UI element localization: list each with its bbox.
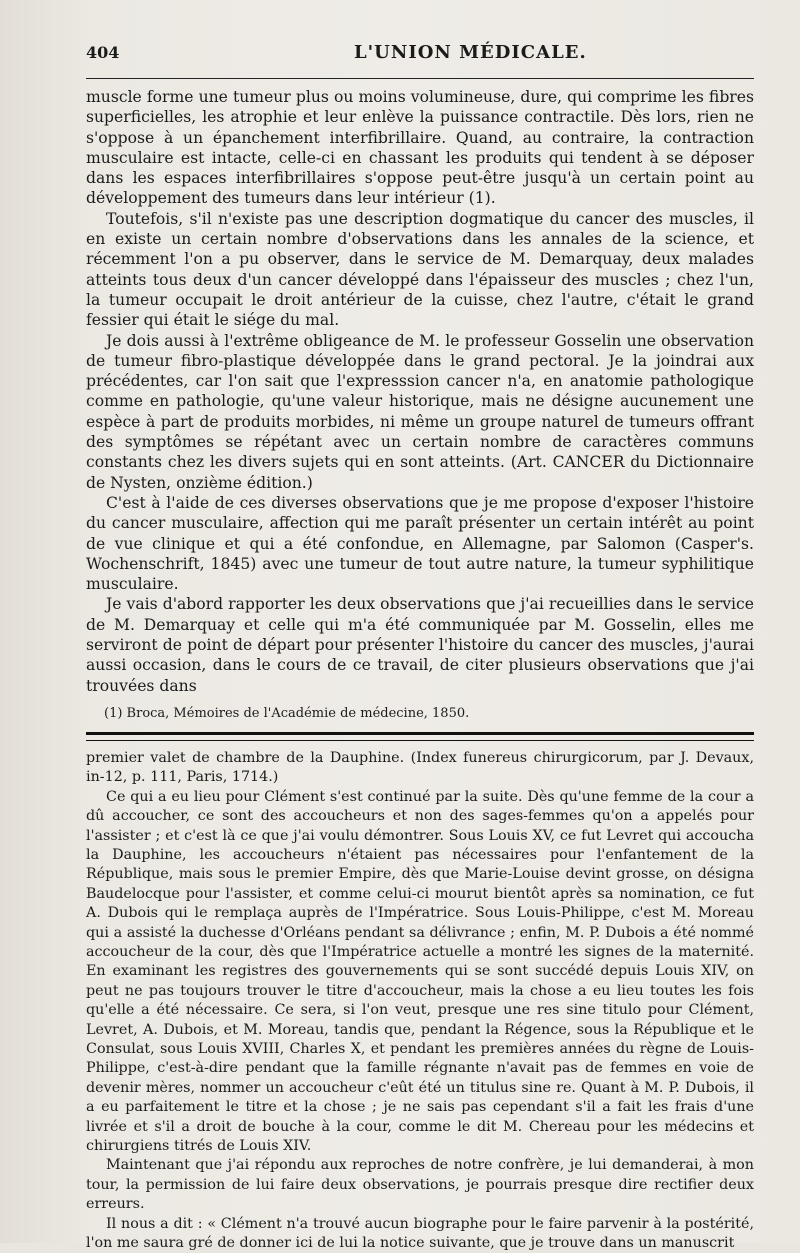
feuilleton-paragraph: premier valet de chambre de la Dauphine. (Index funereus chirurgicorum, par J. Devaux, in-12, p. 111, Paris, 1714.) [86,749,754,786]
feuilleton-paragraph: Ce qui a eu lieu pour Clément s'est continué par la suite. Dès qu'une femme de la cour a dû accoucher, ce sont des accoucheurs et non des sages-femmes qu'on a appelés pour l'assister ; et c'est là ce que j'ai voulu démontrer. Sous Louis XV, ce fut Levret qui accoucha la Dauphine, les accoucheurs n'étaient pas nécessaires pour l'enfantement de la République, mais sous le premier Empire, dès que Marie-Louise devint grosse, on désigna Baudelocque pour l'assister, et comme celui-ci mourut bientôt après sa nomination, ce fut A. Dubois qui le remplaça auprès de l'Impératrice. Sous Louis-Philippe, c'est M. Moreau qui a assisté la duchesse d'Orléans pendant sa délivrance ; enfin, M. P. Dubois a été nommé accoucheur de la cour, dès que l'Impératrice actuelle a montré les signes de la maternité. En examinant les registres des gouvernements qui se sont succédé depuis Louis XIV, on peut ne pas toujours trouver le titre d'accoucheur, mais la chose a eu lieu toutes les fois qu'elle a été nécessaire. Ce sera, si l'on veut, presque une res sine titulo pour Clément, Levret, A. Dubois, et M. Moreau, tandis que, pendant la Régence, sous la République et le Consulat, sous Louis XVIII, Charles X, et pendant les premières années du règne de Louis-Philippe, c'est-à-dire pendant que la famille régnante n'avait pas de femmes en voie de devenir mères, nommer un accoucheur c'eût été un titulus sine re. Quant à M. P. Dubois, il a eu parfaitement le titre et la chose ; je ne sais pas cependant s'il a fait les frais d'une livrée et s'il a droit de bouche à la cour, comme le dit M. Chereau pour les médecins et chirurgiens titrés de Louis XIV. [86,788,754,1155]
main-article [86,87,754,696]
article-paragraph: C'est à l'aide de ces diverses observations que je me propose d'exposer l'histoire du cancer musculaire, affection qui me paraît présenter un certain intérêt au point de vue clinique et qui a été confondue, en Allemagne, par Salomon (Casper's. Wochenschrift, 1845) avec une tumeur de tout autre nature, la tumeur syphilitique musculaire. [86,493,754,594]
feuilleton-text [86,749,754,1253]
page-header [86,42,754,72]
page-number: 404 [86,43,120,62]
header-rule [86,78,754,79]
article-paragraph: Toutefois, s'il n'existe pas une description dogmatique du cancer des muscles, il en existe un certain nombre d'observations dans les annales de la science, et récemment l'on a pu observer, dans le service de M. Demarquay, deux malades atteints tous deux d'un cancer développé dans l'épaisseur des muscles ; chez l'un, la tumeur occupait le droit antérieur de la cuisse, chez l'autre, c'était le grand fessier qui était le siége du mal. [86,209,754,330]
feuilleton-paragraph: Maintenant que j'ai répondu aux reproches de notre confrère, je lui demanderai, à mon tour, la permission de lui faire deux observations, je pourrais presque dire rectifier deux erreurs. [86,1157,754,1213]
running-title: L'UNION MÉDICALE. [354,42,587,63]
section-divider [86,732,754,741]
article-paragraph: Je dois aussi à l'extrême obligeance de M. le professeur Gosselin une observation de tumeur fibro-plastique développée dans le grand pectoral. Je la joindrai aux précédentes, car l'on sait que l'expresssion cancer n'a, en anatomie pathologique comme en pathologie, qu'une valeur historique, mais ne désigne aucunement une espèce à part de produits morbides, ni même un groupe naturel de tumeurs offrant des symptômes se répétant avec un certain nombre de caractères communs constants chez les divers sujets qui en sont atteints. (Art. CANCER du Dictionnaire de Nysten, onzième édition.) [86,331,754,492]
article-paragraph: muscle forme une tumeur plus ou moins volumineuse, dure, qui comprime les fibres superficielles, les atrophie et leur enlève la puissance contractile. Dès lors, rien ne s'oppose à un épanchement interfibrillaire. Quand, au contraire, la contraction musculaire est intacte, celle-ci en chassant les produits qui tendent à se déposer dans les espaces interfibrillaires s'oppose peut-être jusqu'à un certain point au développement des tumeurs dans leur intérieur (1). [86,88,754,208]
footnote: (1) Broca, Mémoires de l'Académie de médecine, 1850. [104,705,470,721]
feuilleton-paragraph: Il nous a dit : « Clément n'a trouvé aucun biographe pour le faire parvenir à la postérité, l'on me saura gré de donner ici de lui la notice suivante, que je trouve dans un manuscrit [86,1215,754,1252]
article-paragraph: Je vais d'abord rapporter les deux observations que j'ai recueillies dans le service de M. Demarquay et celle qui m'a été communiquée par M. Gosselin, elles me serviront de point de départ pour présenter l'histoire du cancer des muscles, j'aurai aussi occasion, dans le cours de ce travail, de citer plusieurs observations que j'ai trouvées dans [86,595,754,695]
